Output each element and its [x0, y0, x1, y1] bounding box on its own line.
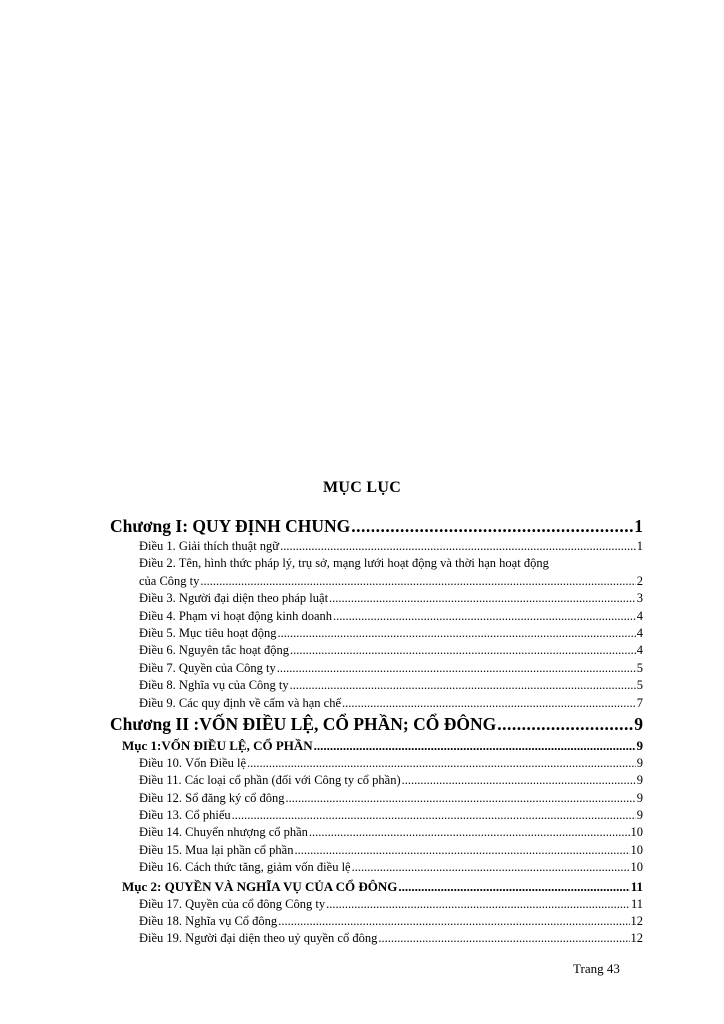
- toc-entry-label: Điều 4. Phạm vi hoạt động kinh doanh: [139, 608, 333, 623]
- toc-entry-page: 11: [630, 896, 643, 911]
- toc-article-2[interactable]: [110, 555, 643, 572]
- toc-leader: [277, 660, 636, 677]
- toc-entry-page: 7: [636, 695, 643, 710]
- toc-entry-page: 1: [634, 516, 643, 536]
- toc-article-6[interactable]: [110, 642, 643, 659]
- toc-entry-label: Điều 17. Quyền của cổ đông Công ty: [139, 896, 326, 911]
- toc-article-13[interactable]: [110, 807, 643, 824]
- toc-leader: [378, 930, 629, 947]
- toc-leader: [351, 514, 633, 538]
- toc-leader: [342, 695, 636, 712]
- toc-article-16[interactable]: [110, 859, 643, 876]
- toc-leader: [294, 842, 629, 859]
- toc-leader: [232, 807, 636, 824]
- toc-article-10[interactable]: [110, 755, 643, 772]
- toc-entry-label: Chương II :VỐN ĐIỀU LỆ, CỔ PHẦN; CỔ ĐÔNG: [110, 713, 497, 734]
- toc-entry-label: Chương I: QUY ĐỊNH CHUNG: [110, 516, 351, 536]
- toc-chapter-2[interactable]: [110, 712, 643, 736]
- toc-entry-label: Điều 13. Cổ phiếu: [139, 808, 231, 823]
- toc-title: MỤC LỤC: [322, 479, 402, 496]
- toc-entry-page: 12: [630, 914, 643, 929]
- toc-entry-page: 2: [636, 573, 643, 588]
- page-number: Trang 43: [573, 961, 620, 976]
- toc-entry-page: 5: [636, 678, 643, 693]
- toc-entry-page: 9: [636, 790, 643, 805]
- toc-article-17[interactable]: [110, 896, 643, 913]
- toc-leader: [497, 712, 633, 736]
- toc-article-19[interactable]: [110, 930, 643, 947]
- toc-article-9[interactable]: [110, 695, 643, 712]
- toc-leader: [398, 877, 629, 896]
- toc-entry-label: Điều 18. Nghĩa vụ Cổ đông: [139, 914, 278, 929]
- toc-entry-page: 1: [636, 539, 643, 553]
- toc-leader: [290, 642, 636, 659]
- toc-leader: [314, 736, 636, 755]
- toc-article-7[interactable]: [110, 660, 643, 677]
- toc-entry-label: của Công ty: [139, 573, 200, 588]
- toc-entry-label: Mục 2: QUYỀN VÀ NGHĨA VỤ CỦA CỔ ĐÔNG: [122, 878, 398, 894]
- toc-entry-label: Điều 15. Mua lại phần cổ phần: [139, 842, 294, 857]
- toc-entry-page: 9: [636, 755, 643, 770]
- toc-entry-label: Điều 12. Sổ đăng ký cổ đông: [139, 790, 285, 805]
- toc-leader: [309, 824, 630, 841]
- toc-entry-label: Điều 19. Người đại diện theo uỷ quyền cổ đông: [139, 931, 378, 946]
- toc-entry-page: 9: [636, 773, 643, 788]
- toc-leader: [247, 755, 636, 772]
- toc-leader: [290, 677, 636, 694]
- toc-article-3[interactable]: [110, 590, 643, 607]
- toc-entry-label: Điều 10. Vốn Điều lệ: [139, 755, 247, 770]
- toc-leader: [329, 590, 636, 607]
- toc-chapter-1[interactable]: [110, 514, 643, 538]
- toc-section-1[interactable]: [110, 736, 643, 755]
- toc-section-2[interactable]: [110, 877, 643, 896]
- toc-leader: [280, 538, 636, 555]
- toc-article-1[interactable]: [110, 538, 643, 555]
- toc-entry-label: Điều 1. Giải thích thuật ngữ: [139, 539, 280, 553]
- toc-entry-page: 10: [630, 842, 643, 857]
- toc-entry-label: Điều 5. Mục tiêu hoạt động: [139, 625, 277, 640]
- toc-entry-label: Mục 1:VỐN ĐIỀU LỆ, CỔ PHẦN: [122, 737, 313, 753]
- toc-entry-page: 4: [636, 625, 643, 640]
- toc-entry-page: 10: [630, 825, 643, 840]
- toc-article-18[interactable]: [110, 913, 643, 930]
- toc-article-5[interactable]: [110, 625, 643, 642]
- table-of-contents: [110, 514, 643, 948]
- toc-entry-page: 5: [636, 660, 643, 675]
- toc-entry-label: Điều 9. Các quy định về cấm và hạn chế: [139, 695, 342, 710]
- toc-entry-page: 10: [630, 860, 643, 875]
- toc-entry-page: 3: [636, 591, 643, 606]
- toc-leader: [285, 790, 635, 807]
- toc-entry-page: 9: [636, 737, 643, 753]
- toc-entry-page: 4: [636, 608, 643, 623]
- toc-entry-label: Điều 8. Nghĩa vụ của Công ty: [139, 678, 289, 693]
- toc-entry-page: 9: [636, 808, 643, 823]
- toc-entry-label: Điều 2. Tên, hình thức pháp lý, trụ sở, mạng lưới hoạt động và thời hạn hoạt động: [139, 556, 549, 571]
- toc-entry-label: Điều 14. Chuyển nhượng cổ phần: [139, 825, 308, 840]
- toc-leader: [402, 772, 636, 789]
- toc-entry-page: 9: [634, 713, 643, 734]
- toc-leader: [352, 859, 630, 876]
- toc-article-2-continued[interactable]: [110, 573, 643, 590]
- toc-entry-label: Điều 6. Nguyên tắc hoạt động: [139, 643, 289, 658]
- toc-leader: [278, 913, 629, 930]
- toc-leader: [277, 625, 635, 642]
- toc-entry-page: 12: [630, 931, 643, 946]
- toc-article-15[interactable]: [110, 842, 643, 859]
- toc-article-11[interactable]: [110, 772, 643, 789]
- toc-leader: [333, 608, 636, 625]
- toc-entry-page: 11: [630, 878, 643, 894]
- toc-leader: [326, 896, 630, 913]
- toc-article-8[interactable]: [110, 677, 643, 694]
- toc-entry-label: Điều 11. Các loại cổ phần (đối với Công ty cổ phần): [139, 773, 401, 788]
- toc-article-14[interactable]: [110, 824, 643, 841]
- toc-entry-label: Điều 3. Người đại diện theo pháp luật: [139, 591, 329, 606]
- toc-article-4[interactable]: [110, 608, 643, 625]
- toc-entry-page: 4: [636, 643, 643, 658]
- toc-entry-label: Điều 16. Cách thức tăng, giảm vốn điều lệ: [139, 860, 351, 875]
- toc-leader: [200, 573, 635, 590]
- toc-entry-label: Điều 7. Quyền của Công ty: [139, 660, 276, 675]
- toc-article-12[interactable]: [110, 790, 643, 807]
